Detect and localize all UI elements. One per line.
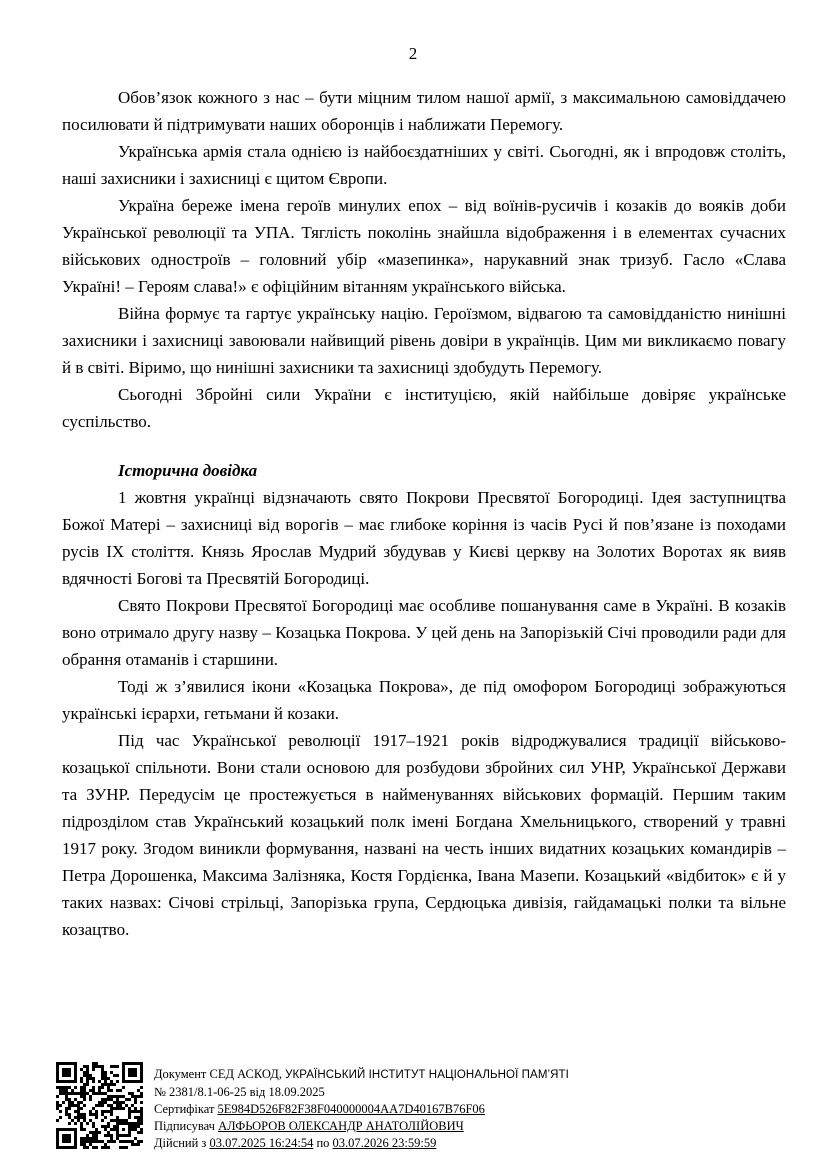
stamp-validity-line: Дійсний з 03.07.2025 16:24:54 по 03.07.2026 23:59:59 [154, 1136, 437, 1150]
stamp-doc-line: Документ СЕД АСКОД, УКРАЇНСЬКИЙ ІНСТИТУТ НАЦІОНАЛЬНОЇ ПАМ’ЯТІ [154, 1067, 569, 1081]
stamp-certificate-line: Сертифікат 5E984D526F82F38F040000004AA7D40167B76F06 [154, 1102, 485, 1116]
body-paragraph: Україна береже імена героїв минулих епох – від воїнів-русичів і козаків до вояків доби Української революції та УПА. Тяглість поколінь знайшла відображення і в елементах сучасних військових одностроїв – головний убір «мазепинка», нарукавний знак тризуб. Гасло «Слава Україні! – Героям слава!» є офіційним вітанням українського війська. [62, 196, 786, 296]
body-paragraph: Під час Української революції 1917–1921 років відроджувалися традиції військово-козацької спільноти. Вони стали основою для розбудови збройних сил УНР, Української Держави та ЗУНР. Передусім це простежується в найменуваннях військових формацій. Першим таким підрозділом став Український козацький полк імені Богдана Хмельницького, створений у травні 1917 року. Згодом виникли формування, названі на честь інших видатних козацьких командирів – Петра Дорошенка, Максима Залізняка, Костя Гордієнка, Івана Мазепи. Козацький «відбиток» є й у таких назвах: Січові стрільці, Запорізька група, Сердюцька дивізія, гайдамацькі полки та вільне козацтво. [62, 731, 786, 939]
valid-to-date: 03.07.2026 23:59:59 [332, 1136, 437, 1150]
body-paragraph: Свято Покрови Пресвятої Богородиці має особливе пошанування саме в Україні. В козаків воно отримало другу назву – Козацька Покрова. У цей день на Запорізькій Січі проводили ради для обрання отаманів і старшини. [62, 596, 786, 669]
stamp-number-line: № 2381/8.1-06-25 від 18.09.2025 [154, 1085, 325, 1099]
stamp-signer-line: Підписувач АЛФЬОРОВ ОЛЕКСАНДР АНАТОЛІЙОВИЧ [154, 1119, 464, 1133]
qr-code [56, 1062, 143, 1149]
body-paragraph: Обов’язок кожного з нас – бути міцним тилом нашої армії, з максимальною самовіддачею посилювати й підтримувати наших оборонців і наближати Перемогу. [62, 88, 786, 134]
section-heading: Історична довідка [118, 461, 258, 480]
page-number: 2 [408, 44, 418, 63]
body-paragraph: 1 жовтня українці відзначають свято Покрови Пресвятої Богородиці. Ідея заступництва Божої Матері – захисниці від ворогів – має глибоке коріння із часів Русі й пов’язане із походами русів IX століття. Князь Ярослав Мудрий збудував у Києві церкву на Золотих Воротах як вияв вдячності Богові та Пресвятій Богородиці. [62, 488, 786, 588]
signature-stamp [56, 1062, 569, 1152]
body-paragraph: Війна формує та гартує українську націю. Героїзмом, відвагою та самовідданістю нинішні захисники і захисниці завоювали найвищий рівень довіри в українців. Цим ми викликаємо повагу й в світі. Віримо, що нинішні захисники та захисниці здобудуть Перемогу. [62, 304, 786, 377]
valid-from-date: 03.07.2025 16:24:54 [209, 1136, 314, 1150]
certificate-value: 5E984D526F82F38F040000004AA7D40167B76F06 [217, 1102, 485, 1116]
document-body [62, 84, 786, 943]
signature-details [154, 1062, 569, 1152]
body-paragraph: Сьогодні Збройні сили України є інституцією, якій найбільше довіряє українське суспільство. [62, 385, 786, 431]
organization-name: УКРАЇНСЬКИЙ ІНСТИТУТ НАЦІОНАЛЬНОЇ ПАМ’ЯТІ [285, 1069, 569, 1081]
body-paragraph: Тоді ж з’явилися ікони «Козацька Покрова», де під омофором Богородиці зображуються українські ієрархи, гетьмани й козаки. [62, 677, 786, 723]
signer-name: АЛФЬОРОВ ОЛЕКСАНДР АНАТОЛІЙОВИЧ [218, 1119, 464, 1133]
body-paragraph: Українська армія стала однією із найбоєздатніших у світі. Сьогодні, як і впродовж століть, наші захисники і захисниці є щитом Європи. [62, 142, 786, 188]
